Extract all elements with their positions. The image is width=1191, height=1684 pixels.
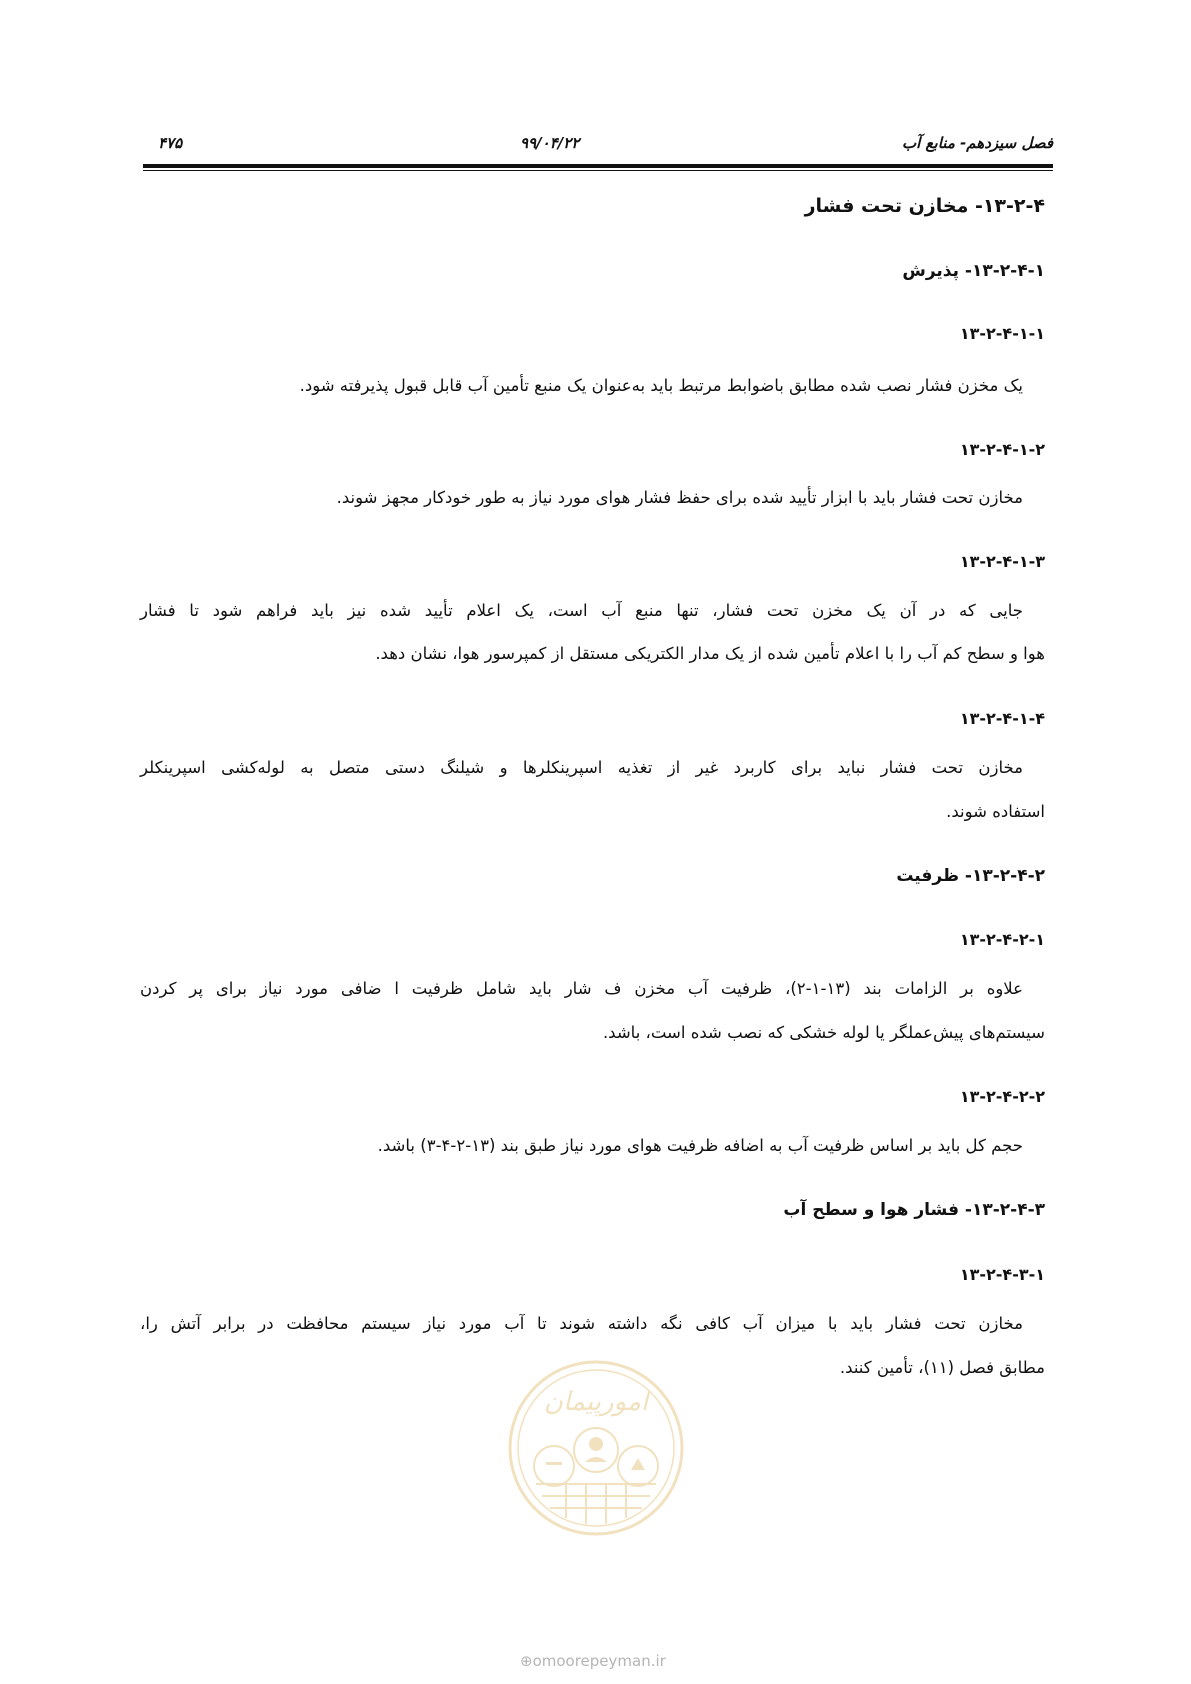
- clause-text-line: هوا و سطح کم آب را با اعلام تأمین شده از یک مدار الکتریکی مستقل از کمپرسور هوا، نشان دهد.: [375, 644, 1045, 663]
- clause-number: ۱۳-۲-۴-۱-۳: [959, 552, 1045, 571]
- clause-text-line: استفاده شوند.: [946, 802, 1045, 821]
- clause-text-line: مطابق فصل (۱۱)، تأمین کنند.: [839, 1358, 1045, 1377]
- clause-text-line: جایی که در آن یک مخزن تحت فشار، تنها منبع آب است، یک اعلام تأیید شده نیز باید فراهم شود تا فشار: [140, 601, 1023, 620]
- chapter-title: فصل سیزدهم- منابع آب: [902, 134, 1053, 152]
- clause-number: ۱۳-۲-۴-۱-۴: [959, 709, 1045, 728]
- clause-text-line: مخازن تحت فشار باید با میزان آب کافی نگه داشته شوند تا آب مورد نیاز سیستم محافظت در برابر آتش را،: [140, 1314, 1023, 1333]
- clause-text: حجم کل باید بر اساس ظرفیت آب به اضافه ظرفیت هوای مورد نیاز طبق بند (۱۳-۲-۴-۳) باشد.: [377, 1136, 1023, 1155]
- clause-text-line: مخازن تحت فشار نباید برای کاربرد غیر از تغذیه اسپرینکلرها و شیلنگ دستی متصل به لوله‌کشی اسپرینکلر: [140, 758, 1023, 777]
- document-date: ۹۹/۰۴/۲۲: [520, 134, 580, 152]
- svg-text:امورپیمان: امورپیمان: [543, 1387, 649, 1417]
- clause-text-line: سیستم‌های پیش‌عملگر یا لوله خشکی که نصب شده است، باشد.: [602, 1023, 1045, 1042]
- clause-text: یک مخزن فشار نصب شده مطابق باضوابط مرتبط باید به‌عنوان یک منبع تأمین آب قابل قبول پذیرفته شود.: [299, 376, 1023, 395]
- section-heading: ۱۳-۲-۴- مخازن تحت فشار: [804, 195, 1045, 217]
- clause-number: ۱۳-۲-۴-۲-۲: [959, 1087, 1045, 1106]
- subsection-heading-pressure: ۱۳-۲-۴-۳- فشار هوا و سطح آب: [783, 1200, 1045, 1220]
- clause-text-line: علاوه بر الزامات بند (۱۳-۱-۲)، ظرفیت آب مخزن ف شار باید شامل ظرفیت ا ضافی مورد نیاز برای پر کردن: [140, 979, 1023, 998]
- globe-icon: ⊕: [520, 1652, 533, 1670]
- subsection-heading-acceptance: ۱۳-۲-۴-۱- پذیرش: [902, 261, 1045, 281]
- clause-number: ۱۳-۲-۴-۱-۱: [959, 324, 1045, 343]
- page-number: ۴۷۵: [158, 134, 183, 152]
- clause-number: ۱۳-۲-۴-۳-۱: [959, 1265, 1045, 1284]
- subsection-heading-capacity: ۱۳-۲-۴-۲- ظرفیت: [896, 866, 1045, 886]
- clause-number: ۱۳-۲-۴-۱-۲: [959, 440, 1045, 459]
- header-rule-thick: [143, 164, 1053, 168]
- watermark-url: ⊕omoorepeyman.ir: [520, 1652, 666, 1670]
- header-rule-thin: [143, 170, 1053, 171]
- watermark-logo: [506, 1358, 686, 1538]
- clause-text: مخازن تحت فشار باید با ابزار تأیید شده برای حفظ فشار هوای مورد نیاز به طور خودکار مجهز شوند.: [336, 488, 1023, 507]
- clause-number: ۱۳-۲-۴-۲-۱: [959, 930, 1045, 949]
